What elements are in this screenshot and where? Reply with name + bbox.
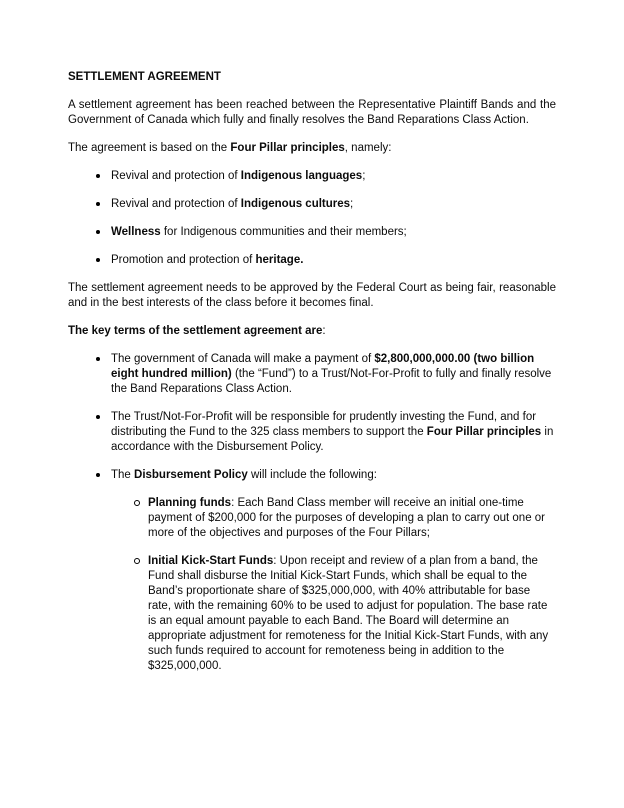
text-run: , namely: [344, 142, 392, 154]
text-run: : Upon receipt and review of a plan from a band, the Fund shall disburse the Initial Kick-Start Funds, which shall be equal to the Band’s proportionate share of $325,000,000, with 40% attributable for base rate, with the remaining 60% to be used to adjust for population. The base rate is an equal amount payable to each Band. The Board will determine an appropriate adjustment for remoteness for the Initial Kick-Start Funds, with any such funds required to account for remoteness being in addition to the $325,000,000. [148, 555, 549, 672]
basis-paragraph [68, 141, 556, 156]
pillar-item-wellness [111, 225, 556, 240]
bullet-icon [96, 174, 100, 178]
text-run-bold: The key terms of the settlement agreement are [68, 325, 323, 337]
key-term-disbursement [111, 468, 556, 674]
document-content [68, 70, 556, 687]
disbursement-item-planning [148, 496, 556, 541]
key-terms-heading [68, 324, 556, 339]
text-run: in accordance with the Disbursement Policy. [111, 426, 554, 453]
pillar-item-languages [111, 169, 556, 184]
text-run: The government of Canada will make a payment of [111, 353, 375, 365]
text-run: : Each Band Class member will receive an initial one-time payment of $200,000 for the purposes of developing a plan to carry out one or more of the objectives and purposes of the Four Pillars; [148, 497, 546, 539]
text-run: The Trust/Not-For-Profit will be responsible for prudently investing the Fund, and for distributing the Fund to the 325 class members to support the [111, 411, 537, 438]
text-run: The [111, 469, 135, 481]
circle-bullet-icon [134, 500, 140, 506]
text-run-bold: Planning funds [148, 497, 232, 509]
text-run: The agreement is based on the [68, 142, 231, 154]
key-terms-list [68, 352, 556, 674]
circle-bullet-icon [134, 558, 140, 564]
key-term-trust [111, 410, 556, 455]
disbursement-item-kickstart [148, 554, 556, 674]
document-title: SETTLEMENT AGREEMENT [68, 71, 221, 83]
bullet-icon [96, 258, 100, 262]
text-run-bold: Four Pillar principles [426, 426, 542, 438]
key-term-payment [111, 352, 556, 397]
text-run-bold: $2,800,000,000.00 (two billion eight hundred million) [111, 353, 535, 380]
bullet-icon [96, 415, 100, 419]
pillar-item-heritage [111, 253, 556, 268]
text-run-bold: Indigenous languages [240, 170, 363, 182]
text-run-bold: Initial Kick-Start Funds [148, 555, 274, 567]
disbursement-list [111, 496, 556, 674]
text-run-bold: Disbursement Policy [134, 469, 248, 481]
text-run: Promotion and protection of [111, 254, 256, 266]
text-run: Revival and protection of [111, 170, 241, 182]
text-run: will include the following: [247, 469, 377, 481]
pillar-item-cultures [111, 197, 556, 212]
text-run-bold: Indigenous cultures [240, 198, 351, 210]
text-run-bold: heritage. [255, 254, 304, 266]
text-run: (the “Fund”) to a Trust/Not-For-Profit to fully and finally resolve the Band Reparations Class Action. [111, 368, 552, 395]
approval-paragraph: The settlement agreement needs to be approved by the Federal Court as being fair, reasonable and in the best interests of the class before it becomes final. [68, 282, 556, 309]
bullet-icon [96, 202, 100, 206]
pillar-list [68, 169, 556, 268]
text-run-bold: Four Pillar principles [230, 142, 345, 154]
text-run: for Indigenous communities and their members; [160, 226, 407, 238]
text-run: ; [362, 170, 366, 182]
text-run: Revival and protection of [111, 198, 241, 210]
bullet-icon [96, 473, 100, 477]
bullet-icon [96, 357, 100, 361]
text-run: : [322, 325, 326, 337]
text-run-bold: Wellness [111, 226, 161, 238]
text-run: ; [350, 198, 354, 210]
bullet-icon [96, 230, 100, 234]
intro-paragraph: A settlement agreement has been reached between the Representative Plaintiff Bands and the Government of Canada which fully and finally resolves the Band Reparations Class Action. [68, 99, 556, 126]
